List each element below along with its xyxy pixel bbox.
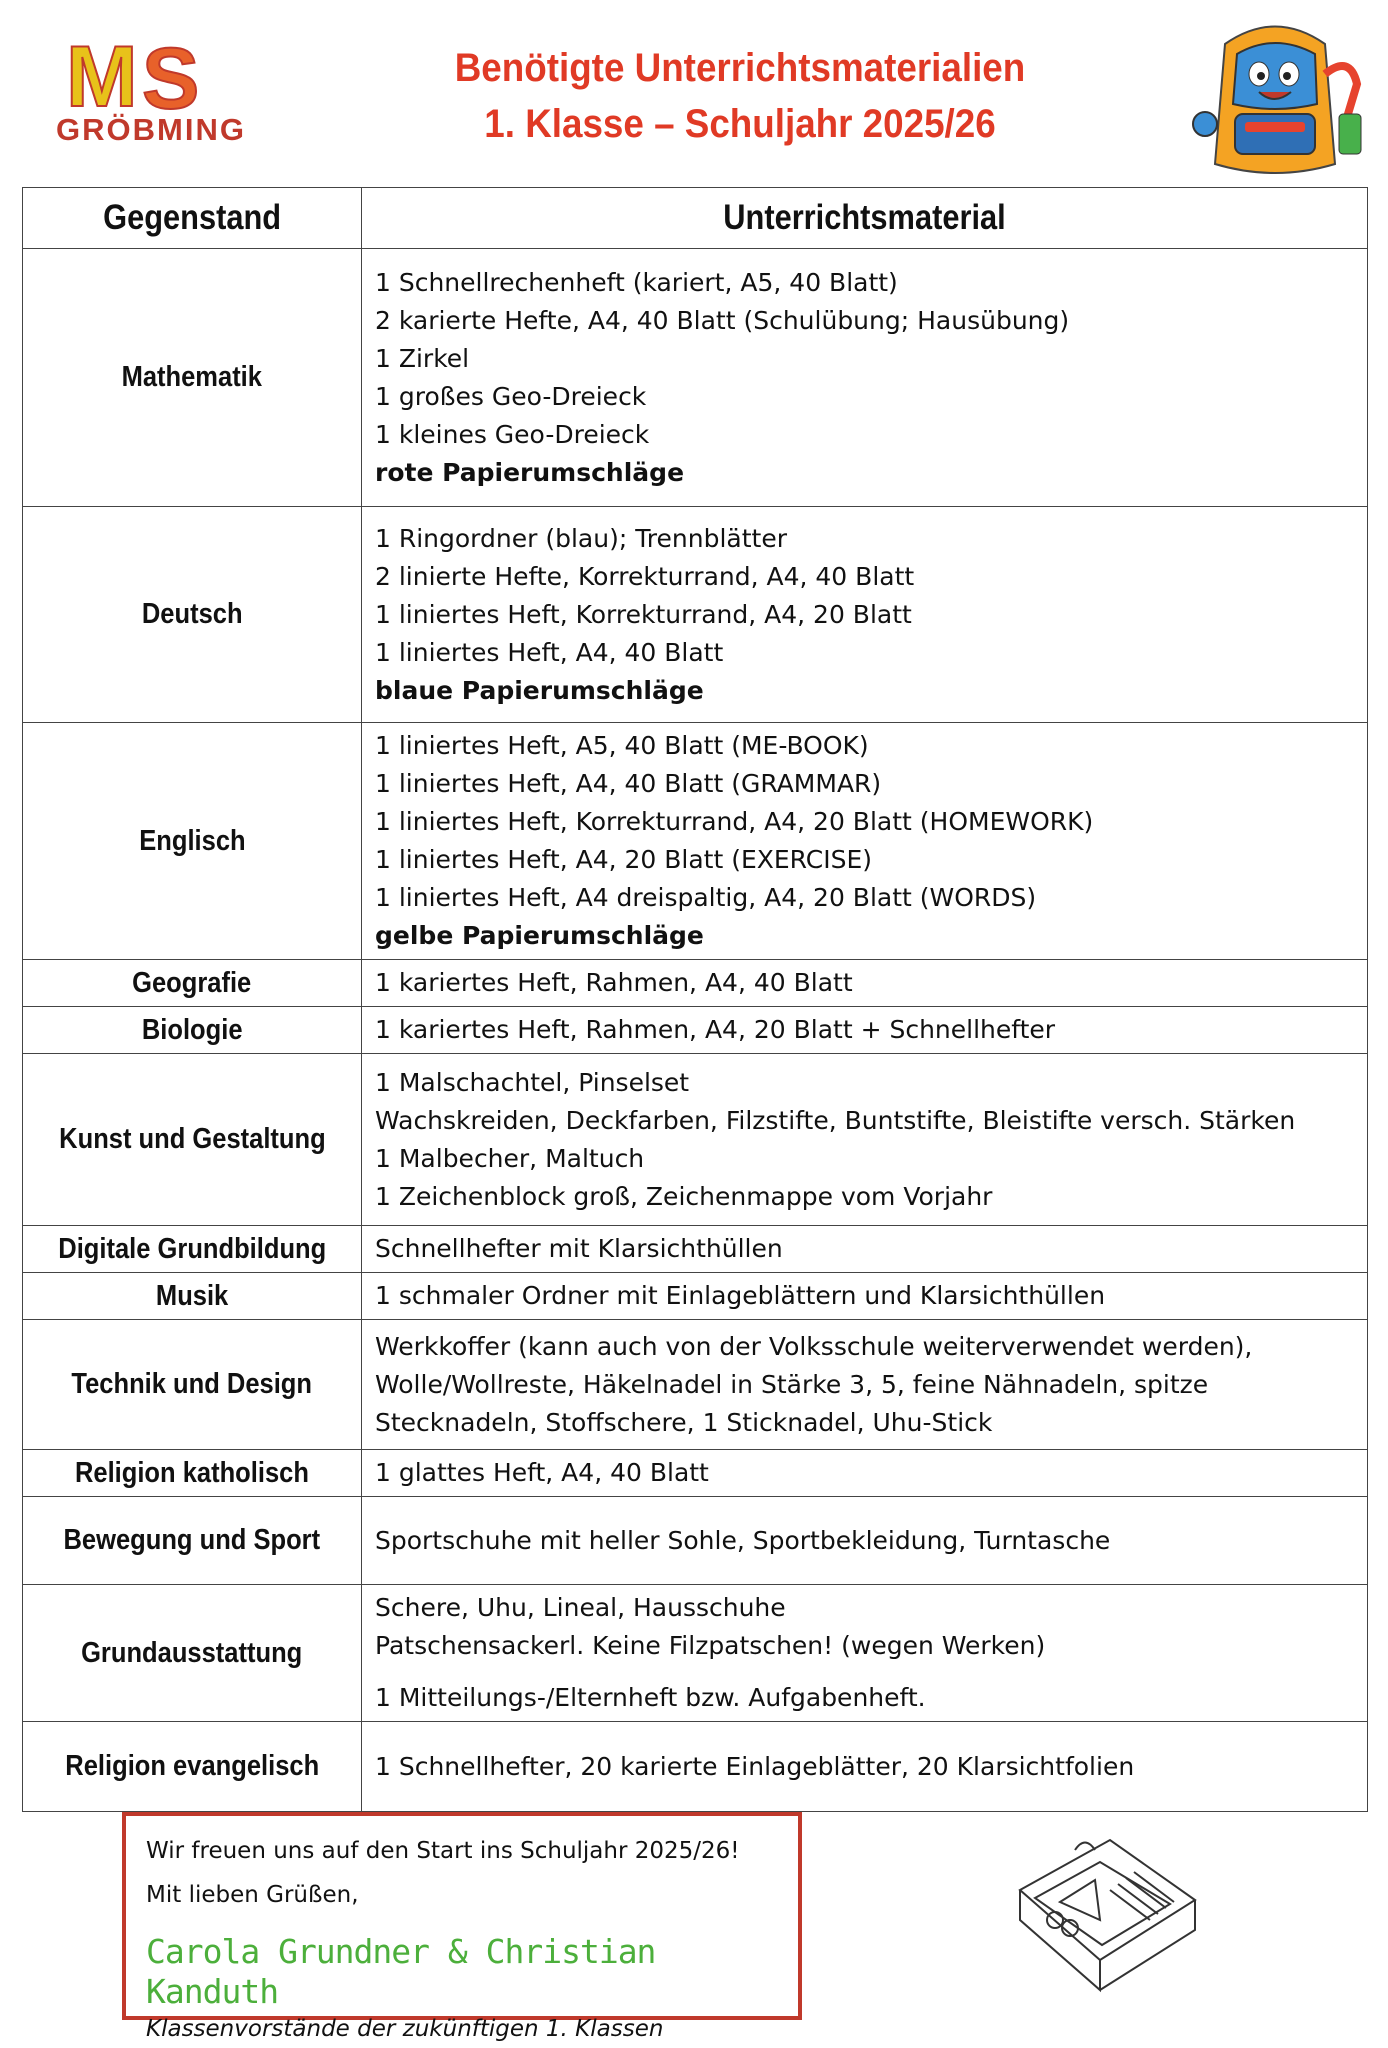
materials-table: [22, 187, 1368, 1812]
title-line-2: 1. Klasse – Schuljahr 2025/26: [484, 102, 996, 146]
material-cell: [362, 1450, 1368, 1497]
subject-cell: [23, 1273, 362, 1320]
logo-text: GRÖBMING: [56, 112, 246, 147]
material-item: Werkkoffer (kann auch von der Volksschule weiterverwendet werden),: [375, 1331, 1253, 1361]
subject-name: Musik: [155, 1279, 229, 1312]
table-row: [23, 249, 1368, 507]
material-item: 1 liniertes Heft, A4, 40 Blatt (GRAMMAR): [375, 769, 882, 798]
material-item: 1 kariertes Heft, Rahmen, A4, 40 Blatt: [375, 968, 853, 997]
table-row: [23, 1054, 1368, 1226]
material-cell: [362, 1320, 1368, 1450]
material-item: 1 Schnellrechenheft (kariert, A5, 40 Blatt): [375, 267, 898, 297]
material-item: 1 schmaler Ordner mit Einlageblättern und Klarsichthüllen: [375, 1281, 1106, 1310]
subject-cell: [23, 1320, 362, 1450]
subject-name: Digitale Grundbildung: [58, 1232, 326, 1265]
table-row: [23, 1320, 1368, 1450]
subject-cell: [23, 1497, 362, 1585]
material-item: 1 Zeichenblock groß, Zeichenmappe vom Vorjahr: [375, 1181, 993, 1211]
backpack-illustration: [1175, 14, 1375, 184]
subject-cell: [23, 1007, 362, 1054]
signature-role: Klassenvorstände der zukünftigen 1. Klassen: [146, 2016, 664, 2042]
title-line-1: Benötigte Unterrichtsmaterialien: [454, 46, 1026, 90]
subject-name: Mathematik: [121, 361, 263, 393]
material-item: Schere, Uhu, Lineal, Hausschuhe: [375, 1593, 786, 1622]
subject-name: Bewegung und Sport: [63, 1524, 321, 1556]
material-item: rote Papierumschläge: [375, 457, 685, 487]
material-item: Schnellhefter mit Klarsichthüllen: [375, 1234, 783, 1263]
table-row: [23, 1450, 1368, 1497]
subject-name: Kunst und Gestaltung: [58, 1123, 326, 1155]
logo-letter-m: M: [66, 29, 138, 125]
table-row: [23, 507, 1368, 723]
header-material: Unterrichtsmaterial: [362, 188, 1368, 249]
closing-line-1: Wir freuen uns auf den Start ins Schuljahr 2025/26!: [146, 1838, 740, 1864]
subject-cell: [23, 249, 362, 507]
material-item: blaue Papierumschläge: [375, 675, 704, 705]
subject-cell: [23, 1722, 362, 1812]
table-header-row: [23, 188, 1368, 249]
pencil-case-illustration: [1000, 1820, 1210, 2000]
material-cell: [362, 1497, 1368, 1585]
school-logo: [26, 28, 276, 148]
material-item: 1 Malbecher, Maltuch: [375, 1143, 645, 1173]
material-item: Patschensackerl. Keine Filzpatschen! (wegen Werken): [375, 1631, 1046, 1660]
material-item: 1 liniertes Heft, Korrekturrand, A4, 20 Blatt: [375, 599, 912, 629]
material-item: 1 liniertes Heft, Korrekturrand, A4, 20 Blatt (HOMEWORK): [375, 807, 1094, 836]
table-row: [23, 1722, 1368, 1812]
material-cell: [362, 723, 1368, 960]
closing-line-2: Mit lieben Grüßen,: [146, 1882, 359, 1908]
material-item: Stecknadeln, Stoffschere, 1 Sticknadel, Uhu-Stick: [375, 1407, 993, 1437]
subject-name: Technik und Design: [71, 1368, 313, 1400]
table-row: [23, 1585, 1368, 1722]
subject-cell: [23, 723, 362, 960]
material-item: Wolle/Wollreste, Häkelnadel in Stärke 3, 5, feine Nähnadeln, spitze: [375, 1369, 1209, 1399]
subject-cell: [23, 1585, 362, 1722]
subject-name: Deutsch: [141, 598, 243, 630]
subject-name: Religion evangelisch: [65, 1750, 319, 1782]
material-item: 1 liniertes Heft, A4, 20 Blatt (EXERCISE): [375, 845, 873, 874]
material-cell: [362, 1273, 1368, 1320]
subject-name: Englisch: [138, 824, 246, 857]
page-title: [335, 40, 1145, 152]
material-item: 1 Schnellhefter, 20 karierte Einlageblätter, 20 Klarsichtfolien: [375, 1751, 1135, 1781]
material-item: Wachskreiden, Deckfarben, Filzstifte, Buntstifte, Bleistifte versch. Stärken: [375, 1105, 1296, 1135]
material-cell: [362, 1226, 1368, 1273]
signature: Carola Grundner & Christian Kanduth: [146, 1932, 656, 2011]
material-cell: [362, 960, 1368, 1007]
material-cell: [362, 507, 1368, 723]
material-item: 1 Ringordner (blau); Trennblätter: [375, 523, 787, 553]
material-cell: [362, 249, 1368, 507]
table-row: [23, 1273, 1368, 1320]
logo-graphic: [26, 28, 276, 148]
subject-cell: [23, 960, 362, 1007]
material-item: Sportschuhe mit heller Sohle, Sportbekleidung, Turntasche: [375, 1525, 1111, 1555]
material-item: 2 linierte Hefte, Korrekturrand, A4, 40 Blatt: [375, 561, 915, 591]
material-item: 1 glattes Heft, A4, 40 Blatt: [375, 1458, 709, 1487]
material-item: 1 kariertes Heft, Rahmen, A4, 20 Blatt + Schnellhefter: [375, 1015, 1056, 1044]
subject-cell: [23, 1054, 362, 1226]
subject-cell: [23, 507, 362, 723]
table-row: [23, 960, 1368, 1007]
closing-note: [122, 1812, 802, 2042]
material-cell: [362, 1585, 1368, 1722]
material-item: 1 liniertes Heft, A4 dreispaltig, A4, 20 Blatt (WORDS): [375, 883, 1037, 912]
subject-cell: [23, 1450, 362, 1497]
material-item: 1 kleines Geo-Dreieck: [375, 419, 650, 449]
table-row: [23, 1497, 1368, 1585]
table-row: [23, 1007, 1368, 1054]
table-row: [23, 723, 1368, 960]
material-item: 1 großes Geo-Dreieck: [375, 381, 647, 411]
material-item: 1 liniertes Heft, A4, 40 Blatt: [375, 637, 724, 667]
material-cell: [362, 1722, 1368, 1812]
material-item: 1 Malschachtel, Pinselset: [375, 1067, 690, 1097]
subject-name: Geografie: [132, 966, 252, 999]
subject-cell: [23, 1226, 362, 1273]
table-row: [23, 1226, 1368, 1273]
material-cell: [362, 1007, 1368, 1054]
header-subject: Gegenstand: [23, 188, 362, 249]
subject-name: Grundausstattung: [81, 1636, 303, 1669]
material-cell: [362, 1054, 1368, 1226]
material-item: gelbe Papierumschläge: [375, 921, 704, 950]
material-item: 1 liniertes Heft, A5, 40 Blatt (ME-BOOK): [375, 731, 869, 760]
subject-name: Religion katholisch: [75, 1456, 309, 1489]
material-item: 1 Mitteilungs-/Elternheft bzw. Aufgabenheft.: [375, 1683, 926, 1712]
material-item: 1 Zirkel: [375, 343, 470, 373]
logo-letter-s: S: [142, 31, 200, 127]
subject-name: Biologie: [141, 1013, 243, 1046]
material-item: 2 karierte Hefte, A4, 40 Blatt (Schulübung; Hausübung): [375, 305, 1070, 335]
